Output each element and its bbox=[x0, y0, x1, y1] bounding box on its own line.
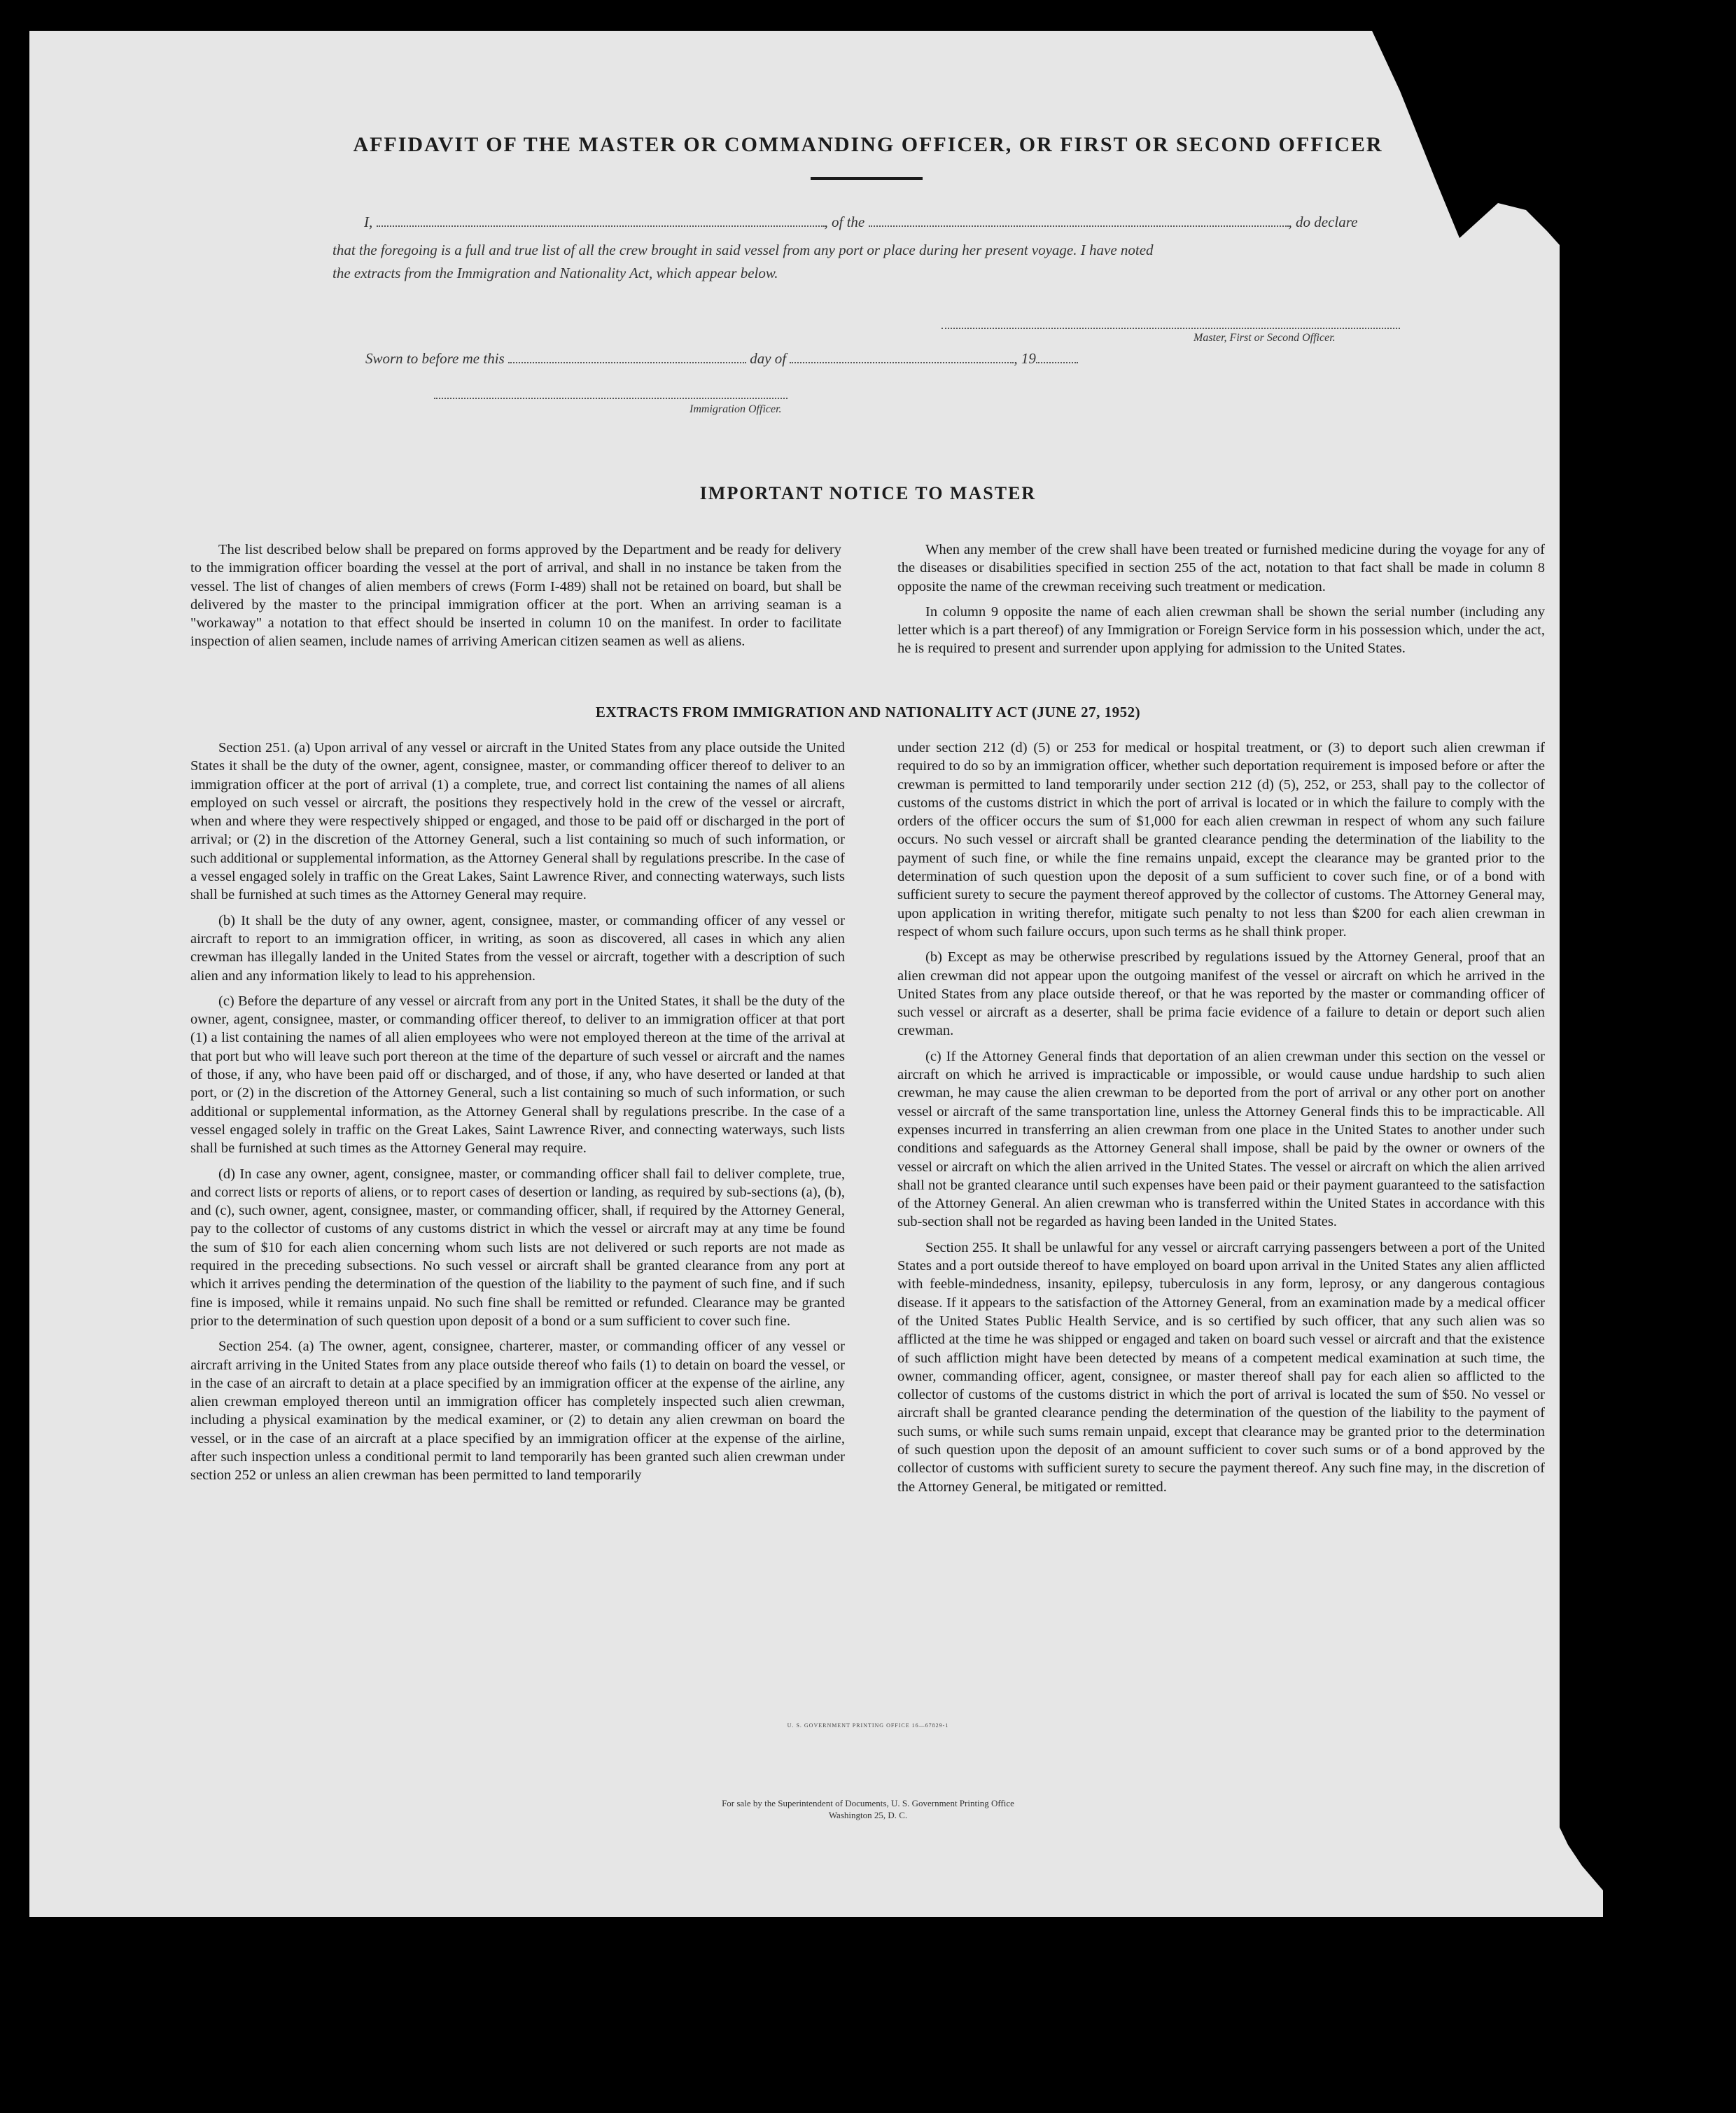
day-of-label: day of bbox=[750, 350, 787, 367]
sworn-line bbox=[365, 350, 1078, 368]
punch-hole bbox=[1645, 643, 1674, 672]
section-paragraph: under section 212 (d) (5) or 253 for medical or hospital treatment, or (3) to deport such alien crewman if required to do so by an immigration officer, whether such deportation requirement is imposed before or after the crewman is permitted to land temporarily under section 212 (d) (5), 252, or 253, shall pay to the collector of customs of the customs district in which the port of arrival is located or in which the failure to comply with the orders of the officer occurs the sum of $1,000 for each alien crewman in respect of whom any such failure occurs. No such vessel or aircraft shall be granted clearance pending the determination of the liability to the payment of such fine, or while the fine remains unpaid, except the clearance may be granted prior to the determination of such question upon the deposit of a sum sufficient to cover such fine, or of a bond with sufficient surety to secure the payment thereof approved by the collector of customs. The Attorney General may, upon application in writing therefor, mitigate such penalty to not less than $200 for each alien crewman in respect of whom such failure occurs, upon such terms as he shall think proper. bbox=[897, 740, 1545, 940]
year-label: , 19 bbox=[1014, 350, 1036, 367]
notice-right-column bbox=[897, 541, 1545, 665]
notice-paragraph: In column 9 opposite the name of each alien crewman shall be shown the serial number (including any letter which is a part thereof) of any Immigration or Foreign Service form in his possession which, under the act, he is required to present and surrender upon applying for admission to the United States. bbox=[897, 604, 1545, 657]
officer-signature-line[interactable] bbox=[434, 398, 788, 399]
section-paragraph: (d) In case any owner, agent, consignee, master, or commanding officer shall fail to deliver complete, true, and correct lists or reports of aliens, or to report cases of desertion or landing, as required by sub-sections (a), (b), and (c), such owner, agent, consignee, master, or commanding officer, shall, if required by the Attorney General, pay to the collector of customs of any customs district in which the vessel or aircraft may at any time be found the sum of $10 for each alien concerning whom such lists are not delivered or such reports are not made as required in the preceding subsections. No such vessel or aircraft shall be granted clearance from any port at which it arrives pending the determination of the question of the liability to the payment of such fine, and if such fine is imposed, while it remains unpaid. No such fine shall be remitted or refunded. Clearance may be granted prior to the determination of such question upon deposit of a bond or a sum sufficient to cover such fine. bbox=[190, 1166, 845, 1329]
declaration-text: that the foregoing is a full and true list of all the crew brought in said vessel from any port or place during her present voyage. I have noted bbox=[332, 242, 1154, 258]
section-paragraph: (b) It shall be the duty of any owner, agent, consignee, master, or commanding officer of any vessel or aircraft to report to an immigration officer, in writing, as soon as discovered, all cases in which any alien crewman has illegally landed in the United States from the vessel or aircraft, together with a description of such alien and any information likely to lead to his apprehension. bbox=[190, 912, 845, 984]
extracts-right-column bbox=[897, 739, 1545, 1503]
punch-hole bbox=[1645, 739, 1674, 768]
extracts-left-column bbox=[190, 739, 845, 1492]
of-the-label: , of the bbox=[824, 214, 865, 230]
notice-title: IMPORTANT NOTICE TO MASTER bbox=[699, 483, 1037, 503]
section-paragraph: (c) Before the departure of any vessel or aircraft from any port in the United States, it shall be the duty of the owner, agent, consignee, master, or commanding officer thereof, to deliver to an immigration officer at that port (1) a list containing the names of all alien employees who were not employed thereon at the time of the arrival at that port but who will leave such port thereon at the time of the departure of such vessel or aircraft and the names of those, if any, who have been paid off or discharged, and of those, if any, who have deserted or landed at that port, or (2) in the discretion of the Attorney General, such a list containing so much of such information, or such additional or supplemental information, as the Attorney General shall by regulations prescribe. In the case of a vessel engaged solely in traffic on the Great Lakes, Saint Lawrence River, and connecting waterways, such lists shall be furnished at such times as the Attorney General may require. bbox=[190, 993, 845, 1157]
affidavit-title: AFFIDAVIT OF THE MASTER OR COMMANDING OFFICER, OR FIRST OR SECOND OFFICER bbox=[353, 133, 1383, 156]
sale-line-1: For sale by the Superintendent of Documents, U. S. Government Printing Office bbox=[722, 1798, 1014, 1808]
notice-paragraph: When any member of the crew shall have been treated or furnished medicine during the voyage for any of the diseases or disabilities specified in section 255 of the act, notation to that fact shall be made in column 8 opposite the name of the crewman receiving such treatment or medication. bbox=[897, 542, 1545, 594]
sworn-label: Sworn to before me this bbox=[365, 350, 505, 367]
declarant-prefix: I, bbox=[364, 214, 373, 230]
sworn-day-field[interactable] bbox=[508, 361, 746, 363]
extracts-title: EXTRACTS FROM IMMIGRATION AND NATIONALITY ACT (JUNE 27, 1952) bbox=[595, 704, 1141, 720]
section-paragraph: Section 251. (a) Upon arrival of any vessel or aircraft in the United States from any place outside the United States it shall be the duty of the owner, agent, consignee, master, or commanding officer thereof to deliver to an immigration officer at the port of arrival (1) a complete, true, and correct list containing the names of all aliens employed on such vessel or aircraft, the positions they respectively hold in the crew of the vessel or aircraft, when and where they were respectively shipped or engaged, and those to be paid off or discharged in the port of arrival; or (2) in the discretion of the Attorney General, such a list containing so much of such information, or such additional or supplemental information, as the Attorney General shall by regulations prescribe. In the case of a vessel engaged solely in traffic on the Great Lakes, Saint Lawrence River, and connecting waterways, such lists shall be furnished at such times as the Attorney General may require. bbox=[190, 740, 845, 903]
master-signature-line[interactable] bbox=[941, 328, 1400, 329]
notice-left-column bbox=[190, 541, 841, 658]
declaration-text-cont: the extracts from the Immigration and Nationality Act, which appear below. bbox=[332, 265, 778, 281]
section-paragraph: Section 255. It shall be unlawful for any vessel or aircraft carrying passengers between a port of the United States and a port outside thereof to have employed on board upon arrival in the United States any alien afflicted with feeble-mindedness, insanity, epilepsy, tuberculosis in any form, leprosy, or any dangerous contagious disease. If it appears to the satisfaction of the Attorney General, from an examination made by a medical officer of the United States Public Health Service, and is so certified by such officer, that any such alien was so afflicted at the time he was shipped or engaged and taken on board such vessel or aircraft and that the existence of such affliction might have been detected by means of a competent medical examination at such time, the owner, commanding officer, agent, consignee, or master thereof shall pay for each alien so afflicted to the collector of customs of the customs district in which the port of arrival is located the sum of $50. No vessel or aircraft shall be granted clearance pending the determination of the question of the liability to the payment of such sums, or while such sums remain unpaid, except that clearance may be granted prior to the determination of such question upon the deposit of an amount sufficient to cover such sums or of a bond approved by the collector of customs with sufficient surety to secure the payment thereof. Any such fine may, in the discretion of the Attorney General, be mitigated or remitted. bbox=[897, 1239, 1545, 1495]
punch-hole bbox=[1645, 352, 1674, 382]
section-paragraph: (b) Except as may be otherwise prescribed by regulations issued by the Attorney General, proof that an alien crewman did not appear upon the outgoing manifest of the vessel or aircraft on which he arrived in the United States from any place outside thereof, or that he was reported by the master or commanding officer of such vessel or aircraft as a deserter, shall be prima facie evidence of a failure to detain or deport such alien crewman. bbox=[897, 949, 1545, 1039]
section-paragraph: (c) If the Attorney General finds that deportation of an alien crewman under this section on the vessel or aircraft on which he arrived is impracticable or impossible, or would cause undue hardship to such alien crewman, he may cause the alien crewman to be deported from the port of arrival or any other port on another vessel or aircraft of the same transportation line, unless the Attorney General finds this to be impracticable. All expenses incurred in transferring an alien crewman from one place in the United States to another under such conditions and safeguards as the Attorney General shall impose, shall be paid by the owner or owners of the vessel or aircraft on which the alien arrived in the United States. The vessel or aircraft on which the alien arrived shall not be granted clearance until such expenses have been paid or their payment guaranteed to the satisfaction of the Attorney General. An alien crewman who is transferred within the United States in accordance with this sub-section shall not be regarded as having been landed in the United States. bbox=[897, 1048, 1545, 1230]
punch-hole bbox=[1645, 1400, 1674, 1430]
title-rule bbox=[811, 177, 923, 180]
master-signature-caption: Master, First or Second Officer. bbox=[1194, 332, 1336, 344]
sworn-year-field[interactable] bbox=[1036, 361, 1078, 363]
declaration-line bbox=[364, 214, 1357, 231]
punch-hole bbox=[1645, 253, 1674, 283]
sale-line-2: Washington 25, D. C. bbox=[828, 1810, 908, 1820]
declare-label: , do declare bbox=[1288, 214, 1358, 230]
declarant-name-field[interactable] bbox=[377, 225, 825, 227]
punch-hole bbox=[1645, 1692, 1674, 1721]
gpo-code: U. S. GOVERNMENT PRINTING OFFICE 16—67829-1 bbox=[787, 1722, 949, 1729]
vessel-name-field[interactable] bbox=[869, 225, 1289, 227]
notice-paragraph: The list described below shall be prepared on forms approved by the Department and be ready for delivery to the immigration officer boarding the vessel at the port of arrival, and shall in no instance be taken from the vessel. The list of changes of alien members of crews (Form I-489) shall not be retained on board, but shall be delivered by the master to the principal immigration officer at the port. When an arriving seaman is a "workaway" a notation to that effect should be inserted in column 10 on the manifest. In order to facilitate inspection of alien seamen, include names of arriving American citizen seamen as well as aliens. bbox=[190, 542, 841, 650]
sworn-month-field[interactable] bbox=[790, 361, 1014, 363]
punch-hole bbox=[1645, 1304, 1674, 1333]
officer-signature-caption: Immigration Officer. bbox=[690, 403, 782, 415]
section-paragraph: Section 254. (a) The owner, agent, consignee, charterer, master, or commanding officer of any vessel or aircraft arriving in the United States from any place outside thereof who fails (1) to detain on board the vessel, or in the case of an aircraft to detain at a place specified by an immigration officer at the expense of the airline, any alien crewman employed thereon until an immigration officer has completely inspected such alien crewman, including a physical examination by the medical examiner, or (2) to detain any alien crewman on board the vessel, or in the case of an aircraft at a place specified by an immigration officer at the expense of the airline, after such inspection unless a conditional permit to land temporarily has been granted such alien crewman under section 252 or unless an alien crewman has been permitted to land temporarily bbox=[190, 1339, 845, 1484]
